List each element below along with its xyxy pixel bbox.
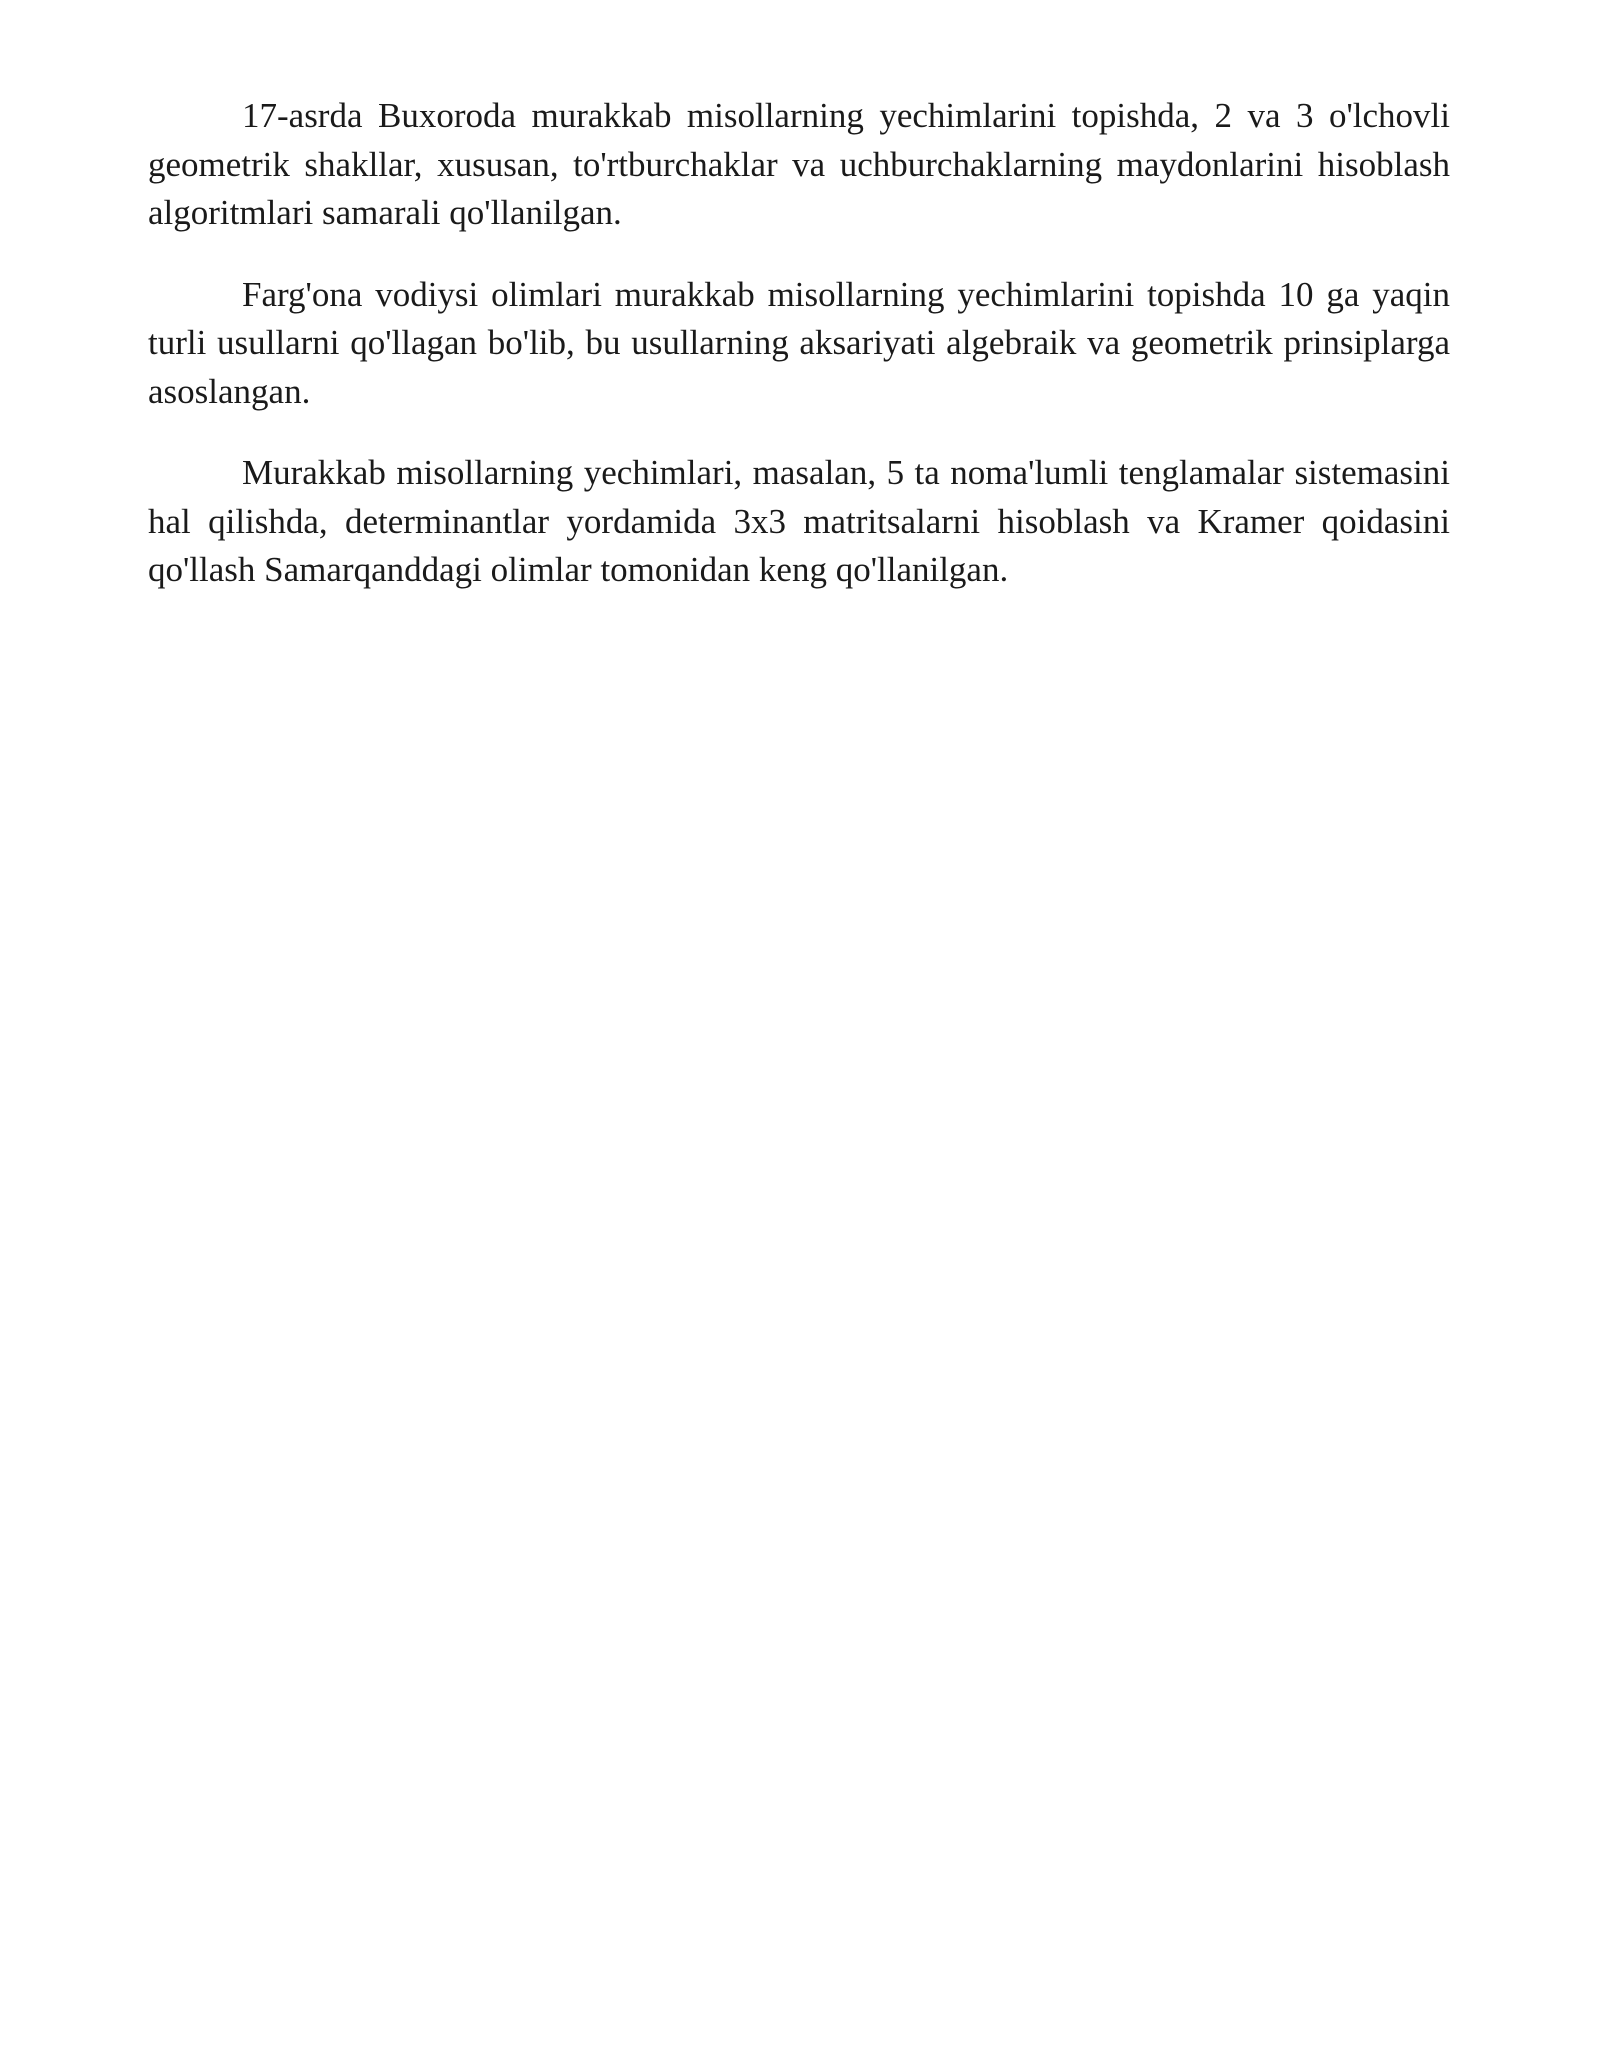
document-body xyxy=(148,92,1450,628)
paragraph-1: 17-asrda Buxoroda murakkab misollarning yechimlarini topishda, 2 va 3 o'lchovli geometrik shakllar, xususan, to'rtburchaklar va uchburchaklarning maydonlarini hisoblash algoritmlari samarali qo'llanilgan. xyxy=(148,96,1450,232)
paragraph-3: Murakkab misollarning yechimlari, masalan, 5 ta noma'lumli tenglamalar sistemasini hal qilishda, determinantlar yordamida 3x3 matritsalarni hisoblash va Kramer qoidasini qo'llash Samarqanddagi olimlar tomonidan keng qo'llanilgan. xyxy=(148,453,1450,589)
paragraph-2: Farg'ona vodiysi olimlari murakkab misollarning yechimlarini topishda 10 ga yaqin turli usullarni qo'llagan bo'lib, bu usullarning aksariyati algebraik va geometrik prinsiplarga asoslangan. xyxy=(148,274,1450,411)
